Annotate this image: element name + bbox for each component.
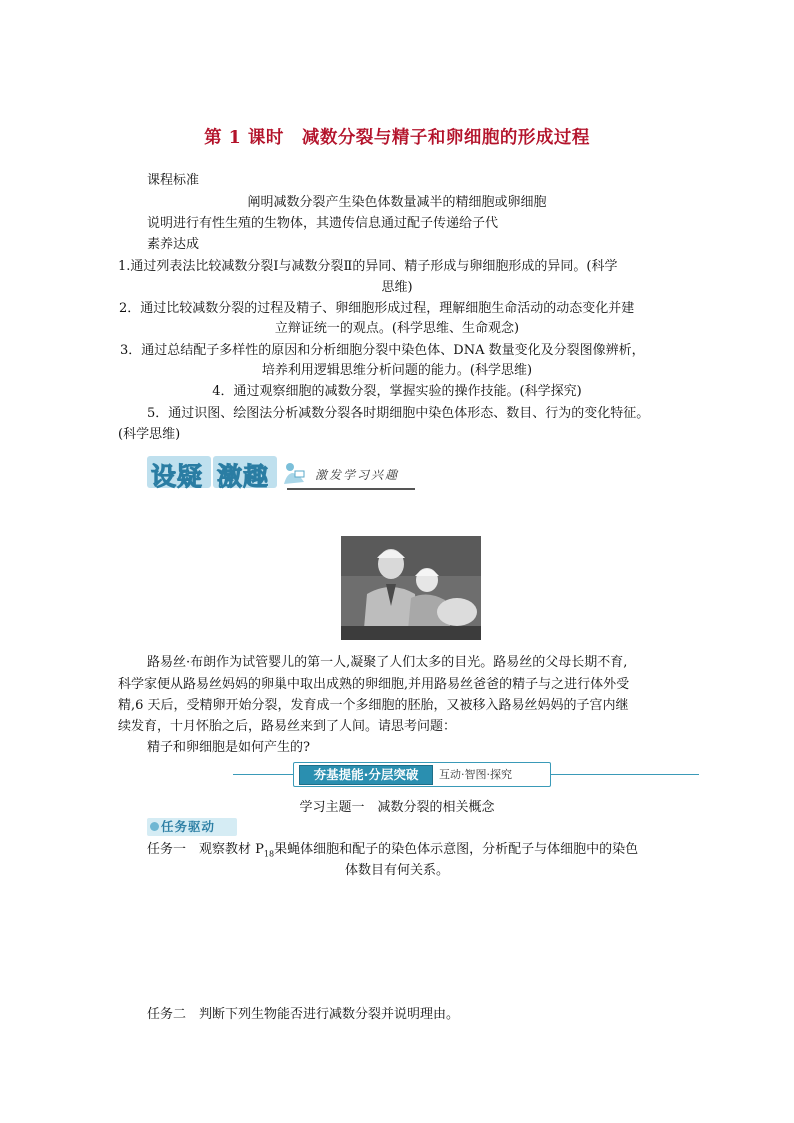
literacy-item-5-line-1: 5．通过识图、绘图法分析减数分裂各时期细胞中染色体形态、数目、行为的变化特征。 [147, 406, 650, 421]
section-bar [233, 764, 699, 786]
tag-dot-icon [150, 822, 159, 831]
task-1-line-1 [147, 841, 638, 864]
banner-subtitle: 激发学习兴趣 [315, 468, 400, 482]
story-line-4: 续发育，十月怀胎之后，路易丝来到了人间。请思考问题： [118, 719, 457, 734]
page-title: 第 1 课时 减数分裂与精子和卵细胞的形成过程 [204, 128, 590, 148]
banner-word-1: 设疑 [151, 462, 204, 491]
curriculum-item-1: 阐明减数分裂产生染色体数量减半的精细胞或卵细胞 [247, 195, 547, 210]
story-line-3: 精,6 天后，受精卵开始分裂，发育成一个多细胞的胚胎，又被移入路易丝妈妈的子宫内继 [118, 698, 629, 713]
task-1-rest: 果蝇体细胞和配子的染色体示意图，分析配子与体细胞中的染色 [274, 842, 639, 857]
literacy-item-1-line-1: 1.通过列表法比较减数分裂Ⅰ与减数分裂Ⅱ的异同、精子形成与卵细胞形成的异同。(科学 [118, 259, 618, 274]
task-1-prefix: 任务一 观察教材 P [147, 842, 264, 857]
curriculum-heading: 课程标准 [147, 173, 200, 188]
literacy-item-4: 4．通过观察细胞的减数分裂，掌握实验的操作技能。(科学探究) [212, 384, 582, 399]
literacy-heading: 素养达成 [147, 237, 200, 252]
literacy-item-3-line-2: 培养利用逻辑思维分析问题的能力。(科学思维) [261, 363, 533, 378]
banner-word-2: 激趣 [217, 462, 270, 491]
section-sub: 互动·智图·探究 [439, 768, 512, 781]
curriculum-item-2: 说明进行有性生殖的生物体，其遗传信息通过配子传递给子代 [147, 216, 499, 231]
literacy-item-1-line-2: 思维) [381, 280, 413, 295]
story-line-2: 科学家便从路易丝妈妈的卵巢中取出成熟的卵细胞,并用路易丝爸爸的精子与之进行体外受 [118, 677, 630, 692]
task-1-line-2: 体数目有何关系。 [344, 863, 449, 878]
literacy-item-2-line-2: 立辩证统一的观点。(科学思维、生命观念) [274, 321, 520, 336]
story-question: 精子和卵细胞是如何产生的? [147, 740, 310, 755]
section-label: 夯基提能·分层突破 [313, 767, 419, 782]
task-tag-label: 任务驱动 [161, 819, 216, 834]
photo-louise-brown [341, 536, 481, 640]
story-line-1: 路易丝·布朗作为试管婴儿的第一人,凝聚了人们太多的目光。路易丝的父母长期不育, [147, 655, 628, 670]
literacy-item-2-line-1: 2．通过比较减数分裂的过程及精子、卵细胞形成过程，理解细胞生命活动的动态变化并建 [119, 301, 635, 316]
task-1-page-sub: 18 [263, 849, 275, 859]
literacy-item-5-line-2: (科学思维) [118, 427, 181, 442]
theme-title: 学习主题一 减数分裂的相关概念 [299, 800, 495, 815]
task-2: 任务二 判断下列生物能否进行减数分裂并说明理由。 [147, 1007, 460, 1022]
photo-illustration [341, 536, 481, 640]
reading-figure-icon [281, 460, 307, 486]
literacy-item-3-line-1: 3．通过总结配子多样性的原因和分析细胞分裂中染色体、DNA 数量变化及分裂图像辨析， [120, 343, 645, 358]
banner-question-interest [147, 454, 415, 494]
task-tag [147, 818, 237, 836]
